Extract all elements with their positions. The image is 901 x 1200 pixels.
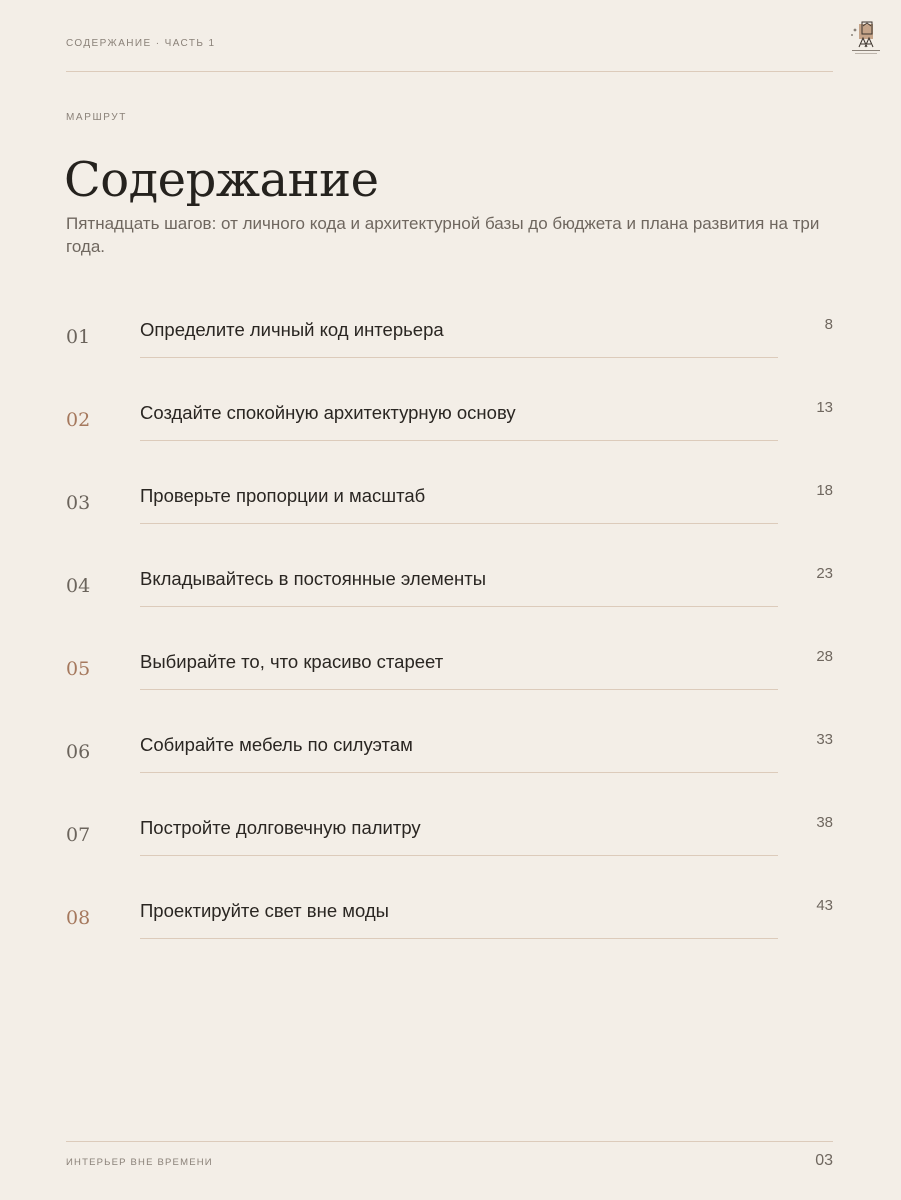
toc-item-page: 38 bbox=[816, 814, 833, 831]
toc-item-page: 8 bbox=[824, 316, 833, 333]
toc-item-title: Вкладывайтесь в постоянные элементы bbox=[140, 568, 487, 589]
toc-item-divider bbox=[140, 440, 778, 441]
page-number: 03 bbox=[815, 1152, 833, 1169]
toc-item-number: 02 bbox=[66, 409, 91, 431]
toc-item-03[interactable] bbox=[0, 484, 901, 567]
toc-item-title: Определите личный код интерьера bbox=[140, 319, 444, 340]
toc-item-08[interactable] bbox=[0, 899, 901, 982]
section-eyebrow: МАРШРУТ bbox=[66, 112, 127, 123]
toc-item-07[interactable] bbox=[0, 816, 901, 899]
toc-item-page: 23 bbox=[816, 565, 833, 582]
footer-divider bbox=[66, 1141, 833, 1142]
toc-item-page: 28 bbox=[816, 648, 833, 665]
toc-item-number: 03 bbox=[66, 492, 91, 514]
toc-item-page: 18 bbox=[816, 482, 833, 499]
toc-item-divider bbox=[140, 938, 778, 939]
page-title: Содержание bbox=[64, 152, 379, 208]
toc-item-page: 33 bbox=[816, 731, 833, 748]
toc-item-title: Постройте долговечную палитру bbox=[140, 817, 421, 838]
toc-item-divider bbox=[140, 855, 778, 856]
toc-item-01[interactable] bbox=[0, 318, 901, 401]
toc-item-04[interactable] bbox=[0, 567, 901, 650]
toc-item-divider bbox=[140, 523, 778, 524]
toc-item-divider bbox=[140, 357, 778, 358]
toc-item-divider bbox=[140, 772, 778, 773]
toc-item-number: 05 bbox=[66, 658, 91, 680]
toc-item-number: 06 bbox=[66, 741, 91, 763]
toc-item-title: Создайте спокойную архитектурную основу bbox=[140, 402, 516, 423]
toc-item-number: 08 bbox=[66, 907, 91, 929]
page-subtitle: Пятнадцать шагов: от личного кода и архитектурной базы до бюджета и плана развития на три года. bbox=[66, 214, 820, 256]
toc-item-page: 13 bbox=[816, 399, 833, 416]
toc-item-number: 04 bbox=[66, 575, 91, 597]
toc-item-divider bbox=[140, 689, 778, 690]
toc-item-05[interactable] bbox=[0, 650, 901, 733]
toc-item-divider bbox=[140, 606, 778, 607]
toc-item-02[interactable] bbox=[0, 401, 901, 484]
toc-item-title: Собирайте мебель по силуэтам bbox=[140, 734, 413, 755]
toc-item-page: 43 bbox=[816, 897, 833, 914]
toc-item-title: Проектируйте свет вне моды bbox=[140, 900, 389, 921]
running-header: СОДЕРЖАНИЕ · ЧАСТЬ 1 bbox=[66, 38, 216, 49]
toc-item-number: 01 bbox=[66, 326, 91, 348]
toc-item-number: 07 bbox=[66, 824, 91, 846]
toc-item-title: Выбирайте то, что красиво стареет bbox=[140, 651, 444, 672]
running-footer: ИНТЕРЬЕР ВНЕ ВРЕМЕНИ bbox=[66, 1157, 213, 1168]
toc-item-title: Проверьте пропорции и масштаб bbox=[140, 485, 426, 506]
toc-item-06[interactable] bbox=[0, 733, 901, 816]
